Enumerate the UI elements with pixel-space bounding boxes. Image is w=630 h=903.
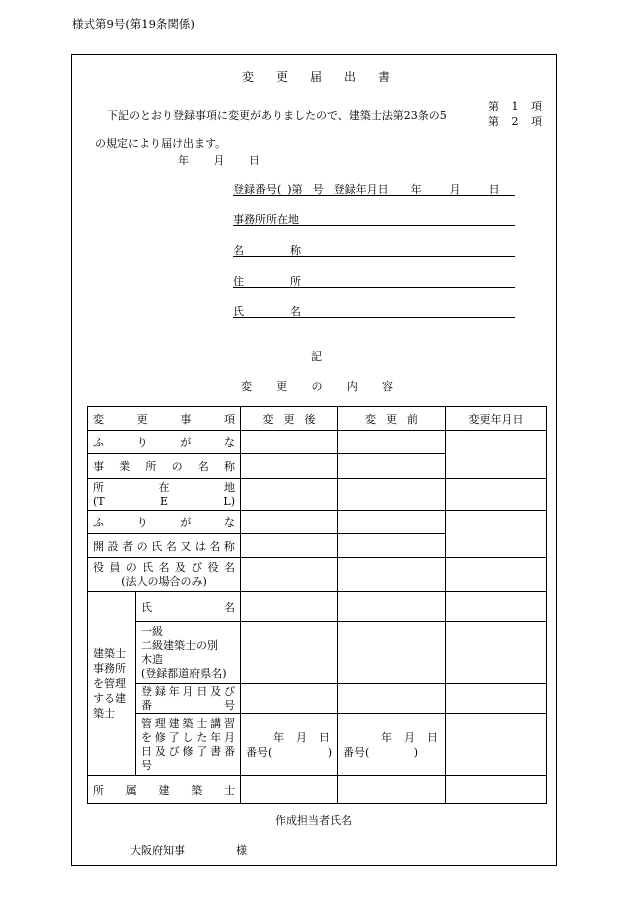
person-name-label: 氏 名 <box>233 305 301 318</box>
cell[interactable] <box>338 684 446 714</box>
header-item: 変 更 事 項 <box>88 407 241 431</box>
grade-label: 一級 二級建築士の別 木造 (登録都道府県名) <box>136 622 241 684</box>
sub-name-label: 氏 名 <box>136 592 241 622</box>
notice-text-line1: 下記のとおり登録事項に変更がありましたので、建築士法第23条の5 <box>107 109 447 122</box>
person-name-underline <box>233 317 515 318</box>
header-date: 変更年月日 <box>446 407 547 431</box>
address-underline <box>233 287 515 288</box>
founder-name-label: 開 設 者 の 氏 名 又 は 名 称 <box>88 534 241 558</box>
cell[interactable] <box>338 622 446 684</box>
cell[interactable] <box>241 684 338 714</box>
course-label: 管 理 建 築 士 講 習 を 修 了 し た 年 月 日 及 び 修 了 書 番 号 <box>136 714 241 776</box>
cell[interactable] <box>241 622 338 684</box>
table-row <box>88 776 547 804</box>
table-row <box>88 592 547 622</box>
address-label: 住 所 <box>233 275 301 288</box>
cell[interactable] <box>241 479 338 511</box>
table-row <box>88 622 547 684</box>
cell[interactable] <box>241 776 338 804</box>
cell[interactable] <box>241 431 338 454</box>
table-row <box>88 431 547 454</box>
table-row <box>88 479 547 511</box>
clause-selector: 第 1 項 第 2 項 <box>488 100 542 128</box>
cell[interactable] <box>241 534 338 558</box>
manager-group-label: 建築士 事務所 を管理 する建 築士 <box>88 592 136 776</box>
cell[interactable] <box>446 431 547 479</box>
furigana-label: ふ り が な <box>88 431 241 454</box>
cell[interactable] <box>338 511 446 534</box>
form-number-label: 様式第9号(第19条関係) <box>72 17 195 31</box>
header-before: 変 更 前 <box>338 407 446 431</box>
office-name-label: 事 業 所 の 名 称 <box>88 454 241 479</box>
cell[interactable] <box>338 479 446 511</box>
header-after: 変 更 後 <box>241 407 338 431</box>
affiliated-label: 所 属 建 築 士 <box>88 776 241 804</box>
cell[interactable] <box>446 479 547 511</box>
furigana-label: ふ り が な <box>88 511 241 534</box>
notice-text-line2: の規定により届け出ます。 <box>95 137 227 150</box>
table-row <box>88 714 547 776</box>
office-address-underline <box>233 225 515 226</box>
cell[interactable] <box>338 776 446 804</box>
cell[interactable] <box>446 558 547 592</box>
cell[interactable] <box>446 511 547 558</box>
cell[interactable] <box>446 592 547 622</box>
table-row <box>88 684 547 714</box>
cell[interactable] <box>241 454 338 479</box>
governor-label: 大阪府知事 <box>130 844 185 857</box>
submission-date: 年 月 日 <box>178 154 260 167</box>
name-underline <box>233 256 515 257</box>
cell[interactable] <box>446 714 547 776</box>
name-label: 名 称 <box>233 244 301 257</box>
officers-label: 役 員 の 氏 名 及 び 役 名 (法人の場合のみ) <box>88 558 241 592</box>
table-row <box>88 558 547 592</box>
honorific-label: 様 <box>236 844 247 857</box>
ki-heading: 記 <box>311 350 322 363</box>
form-title: 変 更 届 出 書 <box>242 70 390 84</box>
registration-underline <box>233 195 515 196</box>
cell[interactable] <box>338 558 446 592</box>
table-header-row <box>88 407 547 431</box>
cell[interactable] <box>446 622 547 684</box>
author-label: 作成担当者氏名 <box>275 814 352 827</box>
cell[interactable] <box>338 534 446 558</box>
office-address-label: 事務所所在地 <box>233 213 299 226</box>
cell[interactable] <box>241 511 338 534</box>
cell[interactable] <box>338 454 446 479</box>
cell[interactable] <box>446 684 547 714</box>
table-row <box>88 511 547 534</box>
cell[interactable] <box>338 592 446 622</box>
course-before-cell[interactable]: 年 月 日 番号( ) <box>338 714 446 776</box>
change-table <box>87 406 547 804</box>
change-content-heading: 変 更 の 内 容 <box>241 380 393 393</box>
registration-number-row: 登録番号( )第 号 登録年月日 年 月 日 <box>233 183 500 196</box>
cell[interactable] <box>338 431 446 454</box>
course-after-cell[interactable]: 年 月 日 番号( ) <box>241 714 338 776</box>
cell[interactable] <box>446 776 547 804</box>
location-label: 所 在 地 (T E L) <box>88 479 241 511</box>
reg-date-label: 登 録 年 月 日 及 び 番 号 <box>136 684 241 714</box>
cell[interactable] <box>241 558 338 592</box>
cell[interactable] <box>241 592 338 622</box>
